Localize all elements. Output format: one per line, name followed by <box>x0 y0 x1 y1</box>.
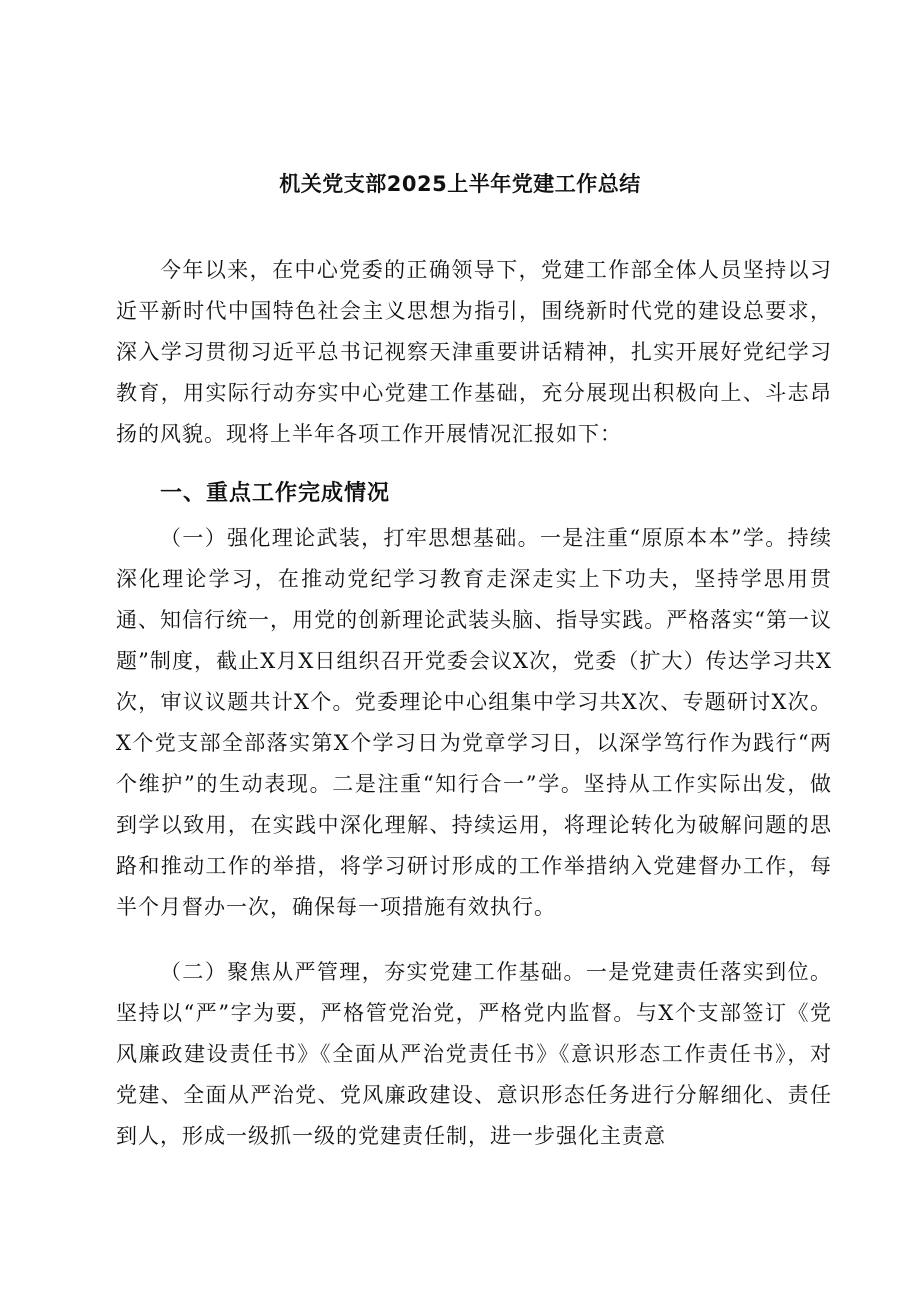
section-heading: 一、重点工作完成情况 <box>160 481 391 506</box>
paragraph-strict-management: （二）聚焦从严管理，夯实党建工作基础。一是党建责任落实到位。坚持以“严”字为要，严格管党治党，严格党内监督。与X个支部签订《党风廉政建设责任书》《全面从严治党责任书》《意识形态工作责任书》，对党建、全面从严治党、党风廉政建设、意识形态任务进行分解细化、责任到人，形成一级抓一级的党建责任制，进一步强化主责意 <box>116 960 832 1148</box>
paragraph-theory-study: （一）强化理论武装，打牢思想基础。一是注重“原原本本”学。持续深化理论学习，在推动党纪学习教育走深走实上下功夫，坚持学思用贯通、知信行统一，用党的创新理论武装头脑、指导实践。严格落实“第一议题”制度，截止X月X日组织召开党委会议X次，党委（扩大）传达学习共X次，审议议题共计X个。党委理论中心组集中学习共X次、专题研讨X次。X个党支部全部落实第X个学习日为党章学习日，以深学笃行作为践行“两个维护”的生动表现。二是注重“知行合一”学。坚持从工作实际出发，做到学以致用，在实践中深化理解、持续运用，将理论转化为破解问题的思路和推动工作的举措，将学习研讨形成的工作举措纳入党建督办工作，每半个月督办一次，确保每一项措施有效执行。 <box>116 526 832 919</box>
intro-paragraph: 今年以来，在中心党委的正确领导下，党建工作部全体人员坚持以习近平新时代中国特色社会主义思想为指引，围绕新时代党的建设总要求，深入学习贯彻习近平总书记视察天津重要讲话精神，扎实开展好党纪学习教育，用实际行动夯实中心党建工作基础，充分展现出积极向上、斗志昂扬的风貌。现将上半年各项工作开展情况汇报如下： <box>116 258 832 446</box>
document-title: 机关党支部2025上半年党建工作总结 <box>279 172 641 196</box>
